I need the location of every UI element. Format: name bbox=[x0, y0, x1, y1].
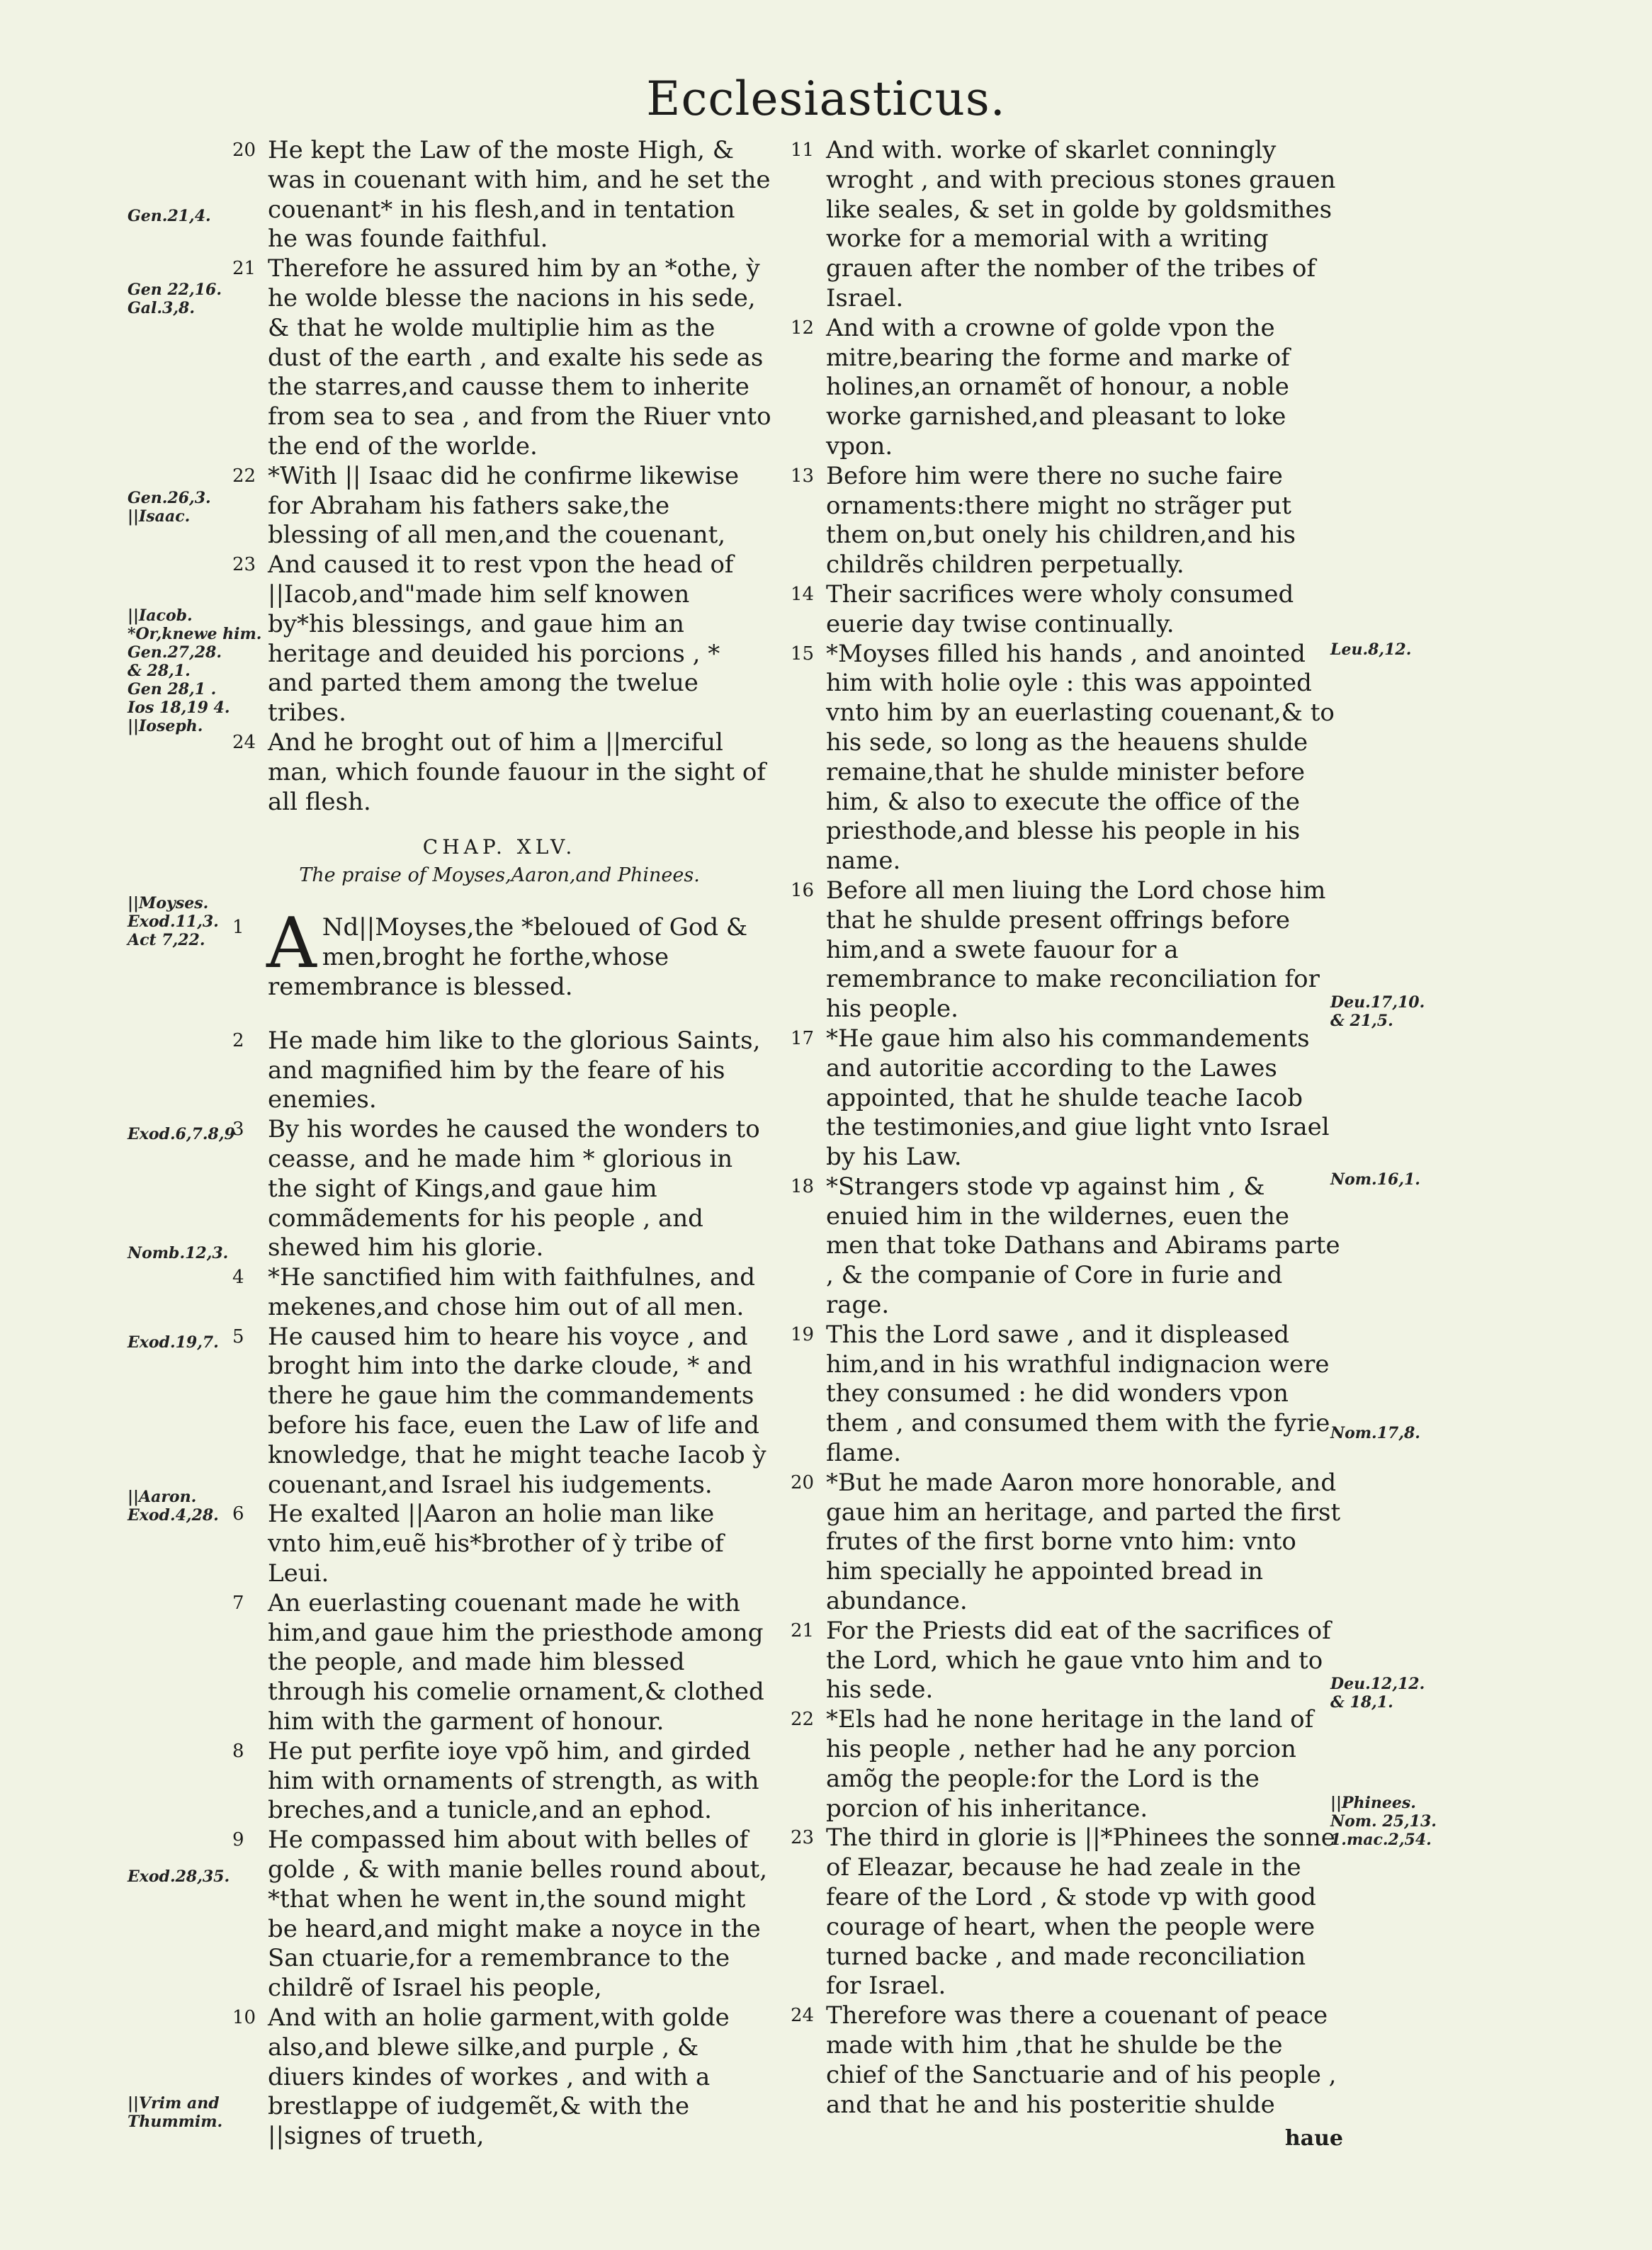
verse-text: *Moyses filled his hands , and anointed him with holie oyle : this was appointed vnto him by an euerlasting couenant,& to his sede, so long as the heauens shulde remaine,that he shulde minister before him, & also to execute the office of the priesthode,and blesse his people in his name. bbox=[826, 639, 1335, 876]
verse bbox=[227, 1826, 772, 2003]
verse bbox=[227, 1589, 772, 1737]
margin-note: Nomb.12,3. bbox=[128, 1244, 229, 1262]
verse-number: 8 bbox=[232, 1740, 244, 1762]
margin-note: Deu.12,12. & 18,1. bbox=[1330, 1675, 1425, 1712]
margin-note: ||Moyses. Exod.11,3. Act 7,22. bbox=[128, 894, 219, 949]
verse-number: 1 bbox=[232, 917, 244, 939]
verse-number: 12 bbox=[791, 317, 815, 339]
chapter-heading: CHAP. XLV. bbox=[422, 835, 577, 859]
verse bbox=[785, 876, 1345, 1024]
verse-text: Therefore he assured him by an *othe, ỳ he wolde blesse the nacions in his sede, & that he wolde multiplie him as the dust of the earth , and exalte his sede as the starres,and causse them to inherite from sea to sea , and from the Riuer vnto the end of the worlde. bbox=[268, 254, 771, 460]
verse bbox=[785, 2001, 1345, 2120]
verse bbox=[227, 2003, 772, 2152]
verse bbox=[227, 1115, 772, 1263]
verse-text: Nd||Moyses,the *beloued of God & men,broght he forthe,whose remembrance is blessed. bbox=[268, 913, 748, 1001]
verse-number: 9 bbox=[232, 1829, 244, 1851]
verse bbox=[785, 1617, 1345, 1705]
verse bbox=[785, 1824, 1345, 2001]
verse-number: 24 bbox=[232, 731, 256, 753]
verse-number: 19 bbox=[791, 1323, 815, 1345]
verse-text: Their sacrifices were wholy consumed euerie day twise continually. bbox=[826, 580, 1294, 638]
verse-text: And with a crowne of golde vpon the mitre,bearing the forme and marke of holines,an ornamẽt of honour, a noble worke garnished,and pleasant to loke vpon. bbox=[826, 313, 1290, 460]
verse bbox=[227, 1263, 772, 1323]
verse bbox=[227, 728, 772, 817]
verse-text: Therefore was there a couenant of peace made with him ,that he shulde be the chief of the Sanctuarie and of his people , and that he and his posteritie shulde bbox=[826, 2001, 1337, 2119]
verse-text: An euerlasting couenant made he with him,and gaue him the priesthode among the people, and made him blessed through his comelie ornament,& clothed him with the garment of honour. bbox=[268, 1588, 764, 1736]
verse bbox=[785, 462, 1345, 580]
verse bbox=[785, 1024, 1345, 1172]
margin-note: Gen.26,3. ||Isaac. bbox=[128, 489, 211, 526]
verse bbox=[227, 1027, 772, 1115]
verse-number: 23 bbox=[791, 1827, 815, 1849]
verse-number: 6 bbox=[232, 1503, 244, 1525]
verse-number: 20 bbox=[232, 140, 256, 161]
verse-number: 15 bbox=[791, 643, 815, 665]
verse-number: 3 bbox=[232, 1119, 244, 1141]
margin-note: Deu.17,10. & 21,5. bbox=[1330, 993, 1425, 1030]
margin-note: ||Iacob. *Or,knewe him. Gen.27,28. & 28,1. Gen 28,1 . Ios 18,19 4. ||Ioseph. bbox=[128, 606, 262, 735]
running-title: Ecclesiasticus. bbox=[646, 72, 1006, 126]
margin-note: ||Phinees. Nom. 25,13. 1.mac.2,54. bbox=[1330, 1794, 1437, 1849]
right-column bbox=[785, 136, 1345, 2154]
verse-number: 16 bbox=[791, 879, 815, 901]
verse bbox=[227, 136, 772, 254]
verse-number: 7 bbox=[232, 1592, 244, 1614]
verse bbox=[785, 136, 1345, 314]
verse-text: *With || Isaac did he confirme likewise for Abraham his fathers sake,the blessing of all men,and the couenant, bbox=[268, 461, 740, 550]
verse-text: *But he made Aaron more honorable, and gaue him an heritage, and parted the first frutes of the first borne vnto him: vnto him specially he appointed bread in abundance. bbox=[826, 1468, 1341, 1616]
verse bbox=[785, 1705, 1345, 1824]
verse-text: *Els had he none heritage in the land of his people , nether had he any porcion amõg the people:for the Lord is the porcion of his inheritance. bbox=[826, 1705, 1314, 1823]
verse bbox=[785, 1321, 1345, 1469]
verse-text: For the Priests did eat of the sacrifices of the Lord, which he gaue vnto him and to his sede. bbox=[826, 1616, 1331, 1705]
verse-number: 20 bbox=[791, 1471, 815, 1493]
margin-note: Nom.17,8. bbox=[1330, 1424, 1420, 1442]
margin-note: Exod.19,7. bbox=[128, 1333, 219, 1352]
verse bbox=[785, 314, 1345, 462]
verse-number: 21 bbox=[791, 1619, 815, 1641]
verse-text: By his wordes he caused the wonders to ceasse, and he made him * glorious in the sight of Kings,and gaue him commãdements for his people , and shewed him his glorie. bbox=[268, 1115, 760, 1262]
verse-text: *He gaue him also his commandements and autoritie according to the Lawes appointed, that he shulde teache Iacob the testimonies,and giue light vnto Israel by his Law. bbox=[826, 1024, 1330, 1172]
verse bbox=[785, 580, 1345, 640]
verse-text: He kept the Law of the moste High, & was in couenant with him, and he set the couenant* in his flesh,and in tentation he was founde faithful. bbox=[268, 136, 771, 254]
verse-text: And he broght out of him a ||merciful man, which founde fauour in the sight of all flesh. bbox=[268, 728, 766, 816]
verse bbox=[227, 254, 772, 462]
margin-note: Exod.6,7.8,9 bbox=[128, 1125, 235, 1143]
verse-text: *Strangers stode vp against him , & enuied him in the wildernes, euen the men that toke Dathans and Abirams parte , & the companie of Core in furie and rage. bbox=[826, 1172, 1340, 1320]
verse bbox=[227, 550, 772, 728]
catchword: haue bbox=[1284, 2126, 1343, 2152]
verse bbox=[785, 1172, 1345, 1321]
verse bbox=[227, 462, 772, 550]
verse-text: He made him like to the glorious Saints, and magnified him by the feare of his enemies. bbox=[268, 1026, 761, 1114]
verse-text: And with an holie garment,with golde also,and blewe silke,and purple , & diuers kindes of workes , and with a brestlappe of iudgemẽt,& with the ||signes of trueth, bbox=[268, 2003, 730, 2151]
verse-number: 18 bbox=[791, 1175, 815, 1197]
verse bbox=[227, 1323, 772, 1500]
chapter-summary: The praise of Moyses,Aaron,and Phinees. bbox=[299, 864, 700, 887]
verse bbox=[227, 1737, 772, 1826]
verse-number: 13 bbox=[791, 465, 815, 487]
verse-text: *He sanctified him with faithfulnes, and mekenes,and chose him out of all men. bbox=[268, 1263, 755, 1321]
verse-number: 10 bbox=[232, 2007, 256, 2029]
margin-note: ||Aaron. Exod.4,28. bbox=[128, 1488, 219, 1525]
verse-text: He put perfite ioye vpõ him, and girded him with ornaments of strength, as with breches,and a tunicle,and an ephod. bbox=[268, 1736, 759, 1825]
first-verse bbox=[227, 903, 772, 1002]
left-column bbox=[227, 136, 772, 2152]
drop-cap: A bbox=[266, 903, 317, 985]
verse-number: 2 bbox=[232, 1029, 244, 1051]
verse-text: He exalted ||Aaron an holie man like vnto him,euẽ his*brother of ỳ tribe of Leui. bbox=[268, 1500, 724, 1588]
verse bbox=[227, 1500, 772, 1588]
margin-note: Leu.8,12. bbox=[1330, 640, 1412, 659]
verse-text: Before all men liuing the Lord chose him that he shulde present offrings before him,and a swete fauour for a remembrance to make reconciliation for his people. bbox=[826, 876, 1326, 1024]
verse-number: 4 bbox=[232, 1267, 244, 1289]
verse-number: 21 bbox=[232, 258, 256, 280]
margin-note: Gen 22,16. Gal.3,8. bbox=[128, 281, 222, 317]
verse-text: He compassed him about with belles of golde , & with manie belles round about, *that when he went in,the sound might be heard,and might make a noyce in the San ctuarie,for a remembrance to the childrẽ of Israel his people, bbox=[268, 1826, 768, 2003]
margin-note: ||Vrim and Thummim. bbox=[128, 2094, 223, 2131]
margin-note: Exod.28,35. bbox=[128, 1867, 230, 1886]
verse-text: Before him were there no suche faire ornaments:there might no strãger put them on,but onely his children,and his childrẽs children perpetually. bbox=[826, 461, 1296, 580]
verse bbox=[785, 1469, 1345, 1617]
verse-text: He caused him to heare his voyce , and broght him into the darke cloude, * and there he gaue him the commandements before his face, euen the Law of life and knowledge, that he might teache Iacob ỳ couenant,and Israel his iudgements. bbox=[268, 1322, 766, 1499]
verse-number: 22 bbox=[232, 465, 256, 487]
verse-number: 11 bbox=[791, 140, 815, 161]
verse-number: 22 bbox=[791, 1709, 815, 1731]
verse bbox=[785, 640, 1345, 876]
margin-note: Gen.21,4. bbox=[128, 207, 211, 225]
verse-text: And with. worke of skarlet conningly wroght , and with precious stones grauen like seales, & set in golde by goldsmithes worke for a memorial with a writing grauen after the nomber of the tribes of Israel. bbox=[826, 136, 1336, 312]
verse-number: 14 bbox=[791, 583, 815, 605]
margin-note: Nom.16,1. bbox=[1330, 1170, 1420, 1189]
verse-text: The third in glorie is ||*Phinees the sonne of Eleazar, because he had zeale in the feare of the Lord , & stode vp with good courage of heart, when the people were turned backe , and made reconciliation for Israel. bbox=[826, 1824, 1335, 2001]
verse-number: 23 bbox=[232, 554, 256, 576]
verse-text: This the Lord sawe , and it displeased him,and in his wrathful indignacion were they consumed : he did wonders vpon them , and consumed them with the fyrie flame. bbox=[826, 1320, 1330, 1468]
verse-number: 17 bbox=[791, 1027, 815, 1049]
verse-number: 24 bbox=[791, 2005, 815, 2027]
verse-number: 5 bbox=[232, 1325, 244, 1347]
verse-text: And caused it to rest vpon the head of ||Iacob,and"made him self knowen by*his blessings, and gaue him an heritage and deuided his porcions , * and parted them among the twelue tribes. bbox=[268, 550, 734, 728]
